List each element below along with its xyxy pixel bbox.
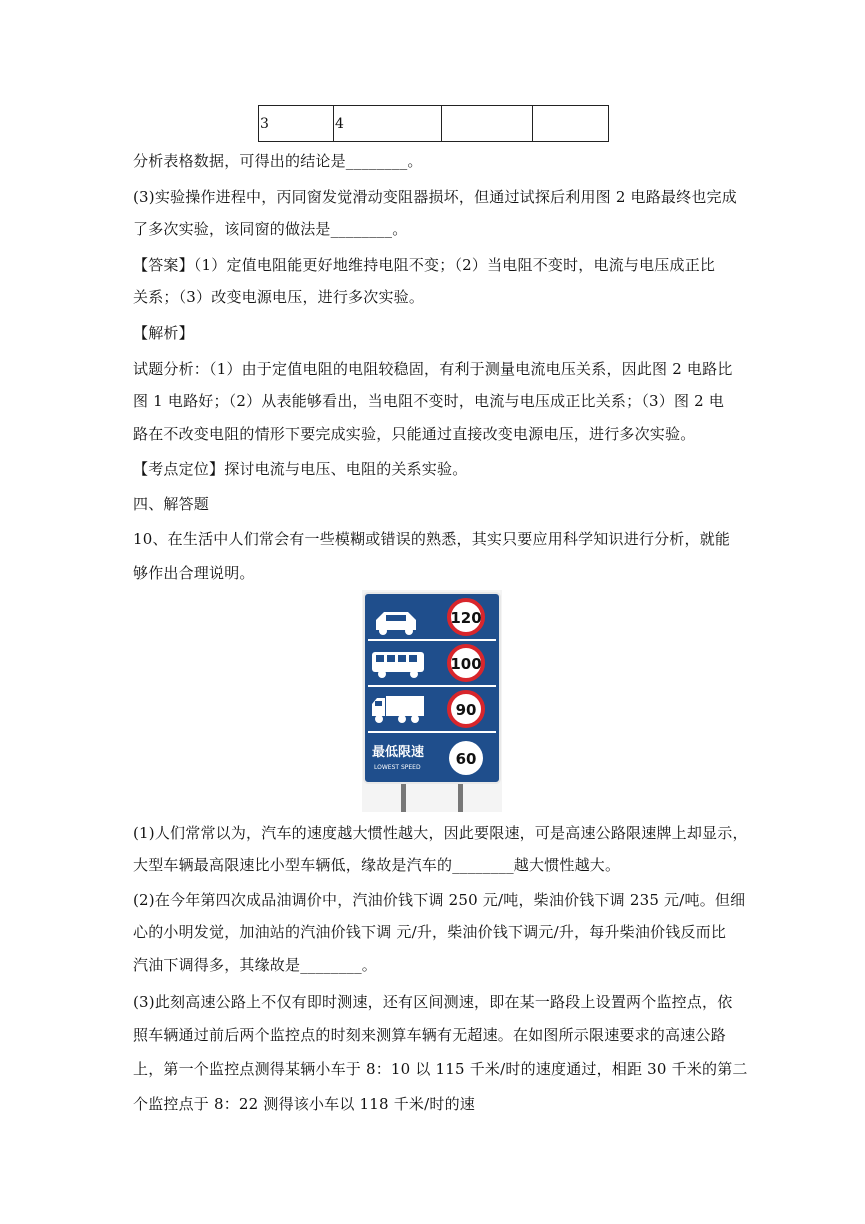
table-row: [259, 106, 609, 142]
speed-limit-120: 120: [450, 609, 482, 627]
analysis-line: 图 1 电路好；（2）从表能够看出，当电阻不变时，电流与电压成正比关系；（3）图 2 电: [133, 392, 725, 410]
question-line: (2)在今年第四次成品油调价中，汽油价钱下调 250 元/吨，柴油价钱下调 235 元/吨。但细: [133, 891, 746, 909]
answer-line: 关系；（3）改变电源电压，进行多次实验。: [133, 288, 425, 306]
min-speed-label: 最低限速: [372, 745, 425, 760]
question-line: (1)人们常常以为，汽车的速度越大惯性越大，因此要限速，可是高速公路限速牌上却显示，: [133, 824, 748, 842]
speed-limit-sign-image: [362, 590, 502, 812]
speed-limit-sign-svg: [362, 590, 502, 812]
question-line: 汽油下调得多，其缘故是________。: [133, 956, 378, 974]
table-cell: [533, 106, 609, 142]
table-cell: 3: [259, 106, 334, 142]
section-heading: 四、解答题: [133, 495, 210, 513]
text-line: (3)实验操作进程中，丙同窗发觉滑动变阻器损坏，但通过试探后利用图 2 电路最终也完成: [133, 188, 737, 206]
text-line: 了多次实验，该同窗的做法是________。: [133, 220, 408, 238]
analysis-heading: 【解析】: [133, 324, 194, 342]
question-line: 够作出合理说明。: [133, 564, 255, 582]
answer-line: 【答案】（1）定值电阻能更好地维持电阻不变；（2）当电阻不变时，电流与电压成正比: [133, 256, 716, 274]
question-line: 上，第一个监控点测得某辆小车于 8：10 以 115 千米/时的速度通过，相距 30 千米的第二: [133, 1060, 748, 1078]
knowledge-point-line: 【考点定位】探讨电流与电压、电阻的关系实验。: [133, 460, 468, 478]
question-line: (3)此刻高速公路上不仅有即时测速，还有区间测速，即在某一路段上设置两个监控点，依: [133, 993, 733, 1011]
analysis-line: 试题分析：（1）由于定值电阻的电阻较稳固，有利于测量电流电压关系，因此图 2 电路比: [133, 360, 733, 378]
question-line: 心的小明发觉，加油站的汽油价钱下调 元/升，柴油价钱下调元/升，每升柴油价钱反而比: [133, 923, 727, 941]
analysis-line: 路在不改变电阻的情形下要完成实验，只能通过直接改变电源电压，进行多次实验。: [133, 425, 696, 443]
speed-limit-90: 90: [455, 701, 477, 719]
min-speed-label-en: LOWEST SPEED: [374, 764, 421, 771]
table-cell: [442, 106, 533, 142]
text-line: 分析表格数据，可得出的结论是________。: [133, 152, 423, 170]
data-table-fragment: [258, 105, 609, 142]
question-line: 照车辆通过前后两个监控点的时刻来测算车辆有无超速。在如图所示限速要求的高速公路: [133, 1026, 726, 1044]
question-line: 个监控点于 8：22 测得该小车以 118 千米/时的速: [133, 1095, 475, 1113]
min-speed-value: 60: [455, 750, 477, 768]
table-cell: 4: [334, 106, 442, 142]
speed-limit-100: 100: [450, 655, 482, 673]
question-line: 10、在生活中人们常会有一些模糊或错误的熟悉，其实只要应用科学知识进行分析，就能: [133, 530, 731, 548]
question-line: 大型车辆最高限速比小型车辆低，缘故是汽车的________越大惯性越大。: [133, 856, 621, 874]
